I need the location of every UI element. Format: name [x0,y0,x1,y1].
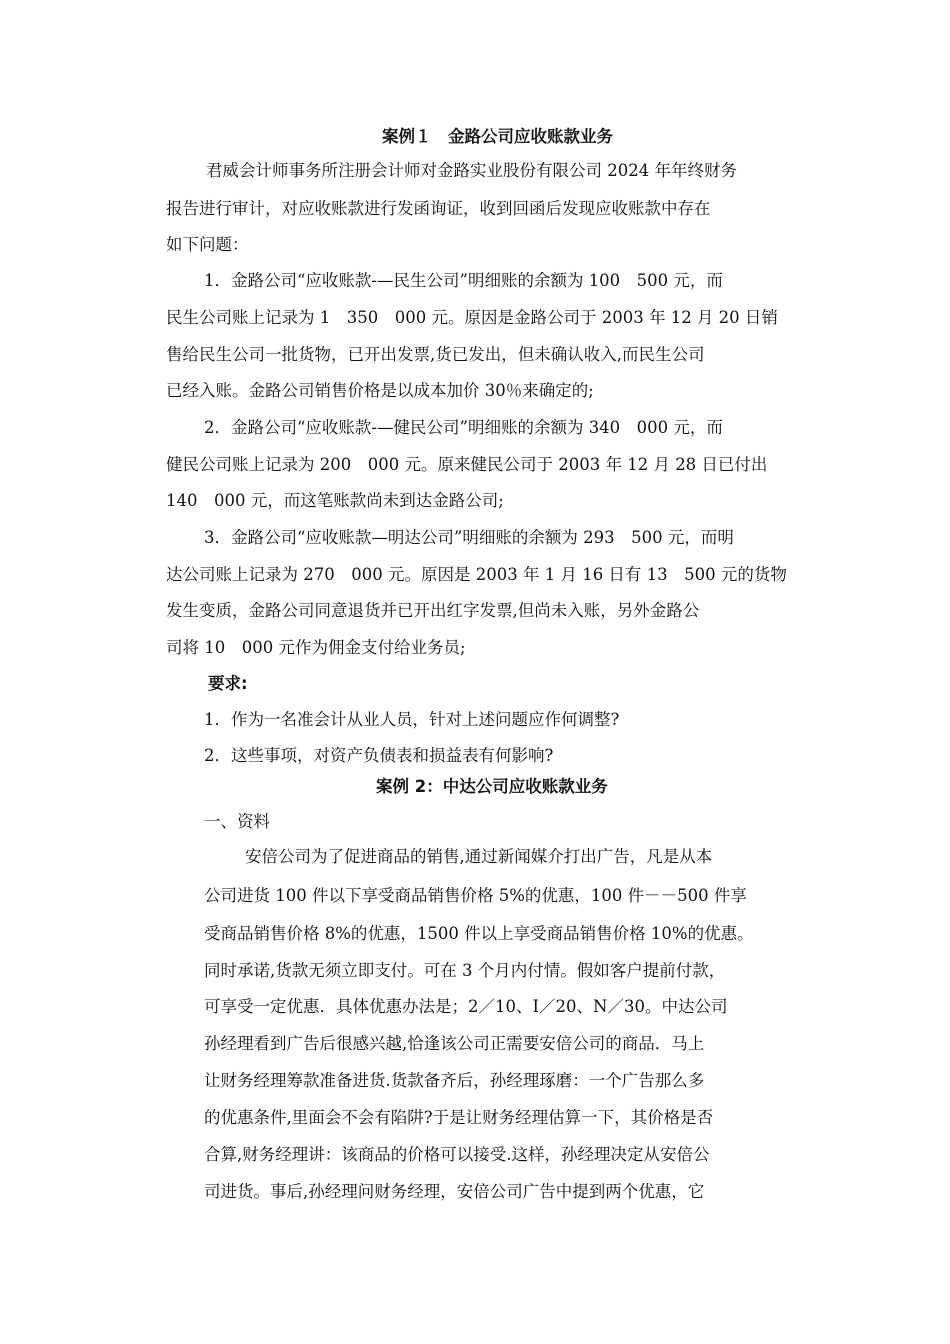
case2-body-line: 同时承诺,货款无须立即支付。可在 3 个月内付情。假如客户提前付款， [204,961,726,980]
case2-body-line: 让财务经理筹款准备进货.货款备齐后，孙经理琢磨：一个广告那么多 [204,1071,705,1090]
case2-body-line: 孙经理看到广告后很感兴越,恰逢该公司正需要安倍公司的商品．马上 [204,1034,705,1053]
case2-body-line: 公司进货 100 件以下享受商品销售价格 5%的优惠，100 件－－500 件享 [204,886,747,905]
case1-item2-line: 140 000 元，而这笔账款尚未到达金路公司; [166,491,504,510]
case1-intro-line: 如下问题： [166,235,249,254]
case2-body-line: 受商品销售价格 8%的优惠，1500 件以上享受商品销售价格 10%的优惠。 [204,924,754,943]
case1-item1-line: 民生公司账上记录为 1 350 000 元。原因是金路公司于 2003 年 12 月 20 日销 [166,308,778,327]
case1-item3-line: 3．金路公司“应收账款—明达公司”明细账的余额为 293 500 元，而明 [204,528,734,547]
case1-intro-line: 报告进行审计，对应收账款进行发函询证，收到回函后发现应收账款中存在 [166,199,711,218]
case2-body-line: 的优惠条件,里面会不会有陷阱?于是让财务经理估算一下，其价格是否 [204,1108,714,1127]
case1-title: 案例１ 金路公司应收账款业务 [382,127,613,146]
case1-item1-line: 已经入账。金路公司销售价格是以成本加价 30％来确定的; [166,381,594,400]
case2-title: 案例 2：中达公司应收账款业务 [376,777,608,796]
case1-item3-line: 发生变质，金路公司同意退货并已开出红字发票,但尚未入账，另外金路公 [166,601,700,620]
case1-item3-line: 达公司账上记录为 270 000 元。原因是 2003 年 1 月 16 日有 13 500 元的货物 [166,565,787,584]
case2-body-line: 合算,财务经理讲：该商品的价格可以接受.这样，孙经理决定从安倍公 [204,1145,710,1164]
case2-section-heading: 一、资料 [204,812,270,831]
requirements-label: 要求: [208,674,248,693]
case2-body-line: 司进货。事后,孙经理问财务经理，安倍公司广告中提到两个优惠，它 [204,1182,705,1201]
case2-body-line: 可享受一定优惠．具体优惠办法是；2／10、I／20、N／30。中达公司 [204,997,728,1016]
requirement-item: 1．作为一名准会计从业人员，针对上述问题应作何调整? [204,710,620,729]
case1-item2-line: 2．金路公司“应收账款-—健民公司”明细账的余额为 340 000 元，而 [204,418,723,437]
case1-item3-line: 司将 10 000 元作为佣金支付给业务员; [166,638,466,657]
case1-item1-line: 售给民生公司一批货物，已开出发票,货已发出，但未确认收入,而民生公司 [166,345,705,364]
requirement-item: 2．这些事项，对资产负债表和损益表有何影响? [204,746,554,765]
case2-body-line: 安倍公司为了促进商品的销售,通过新闻媒介打出广告，凡是从本 [245,847,713,866]
case1-item2-line: 健民公司账上记录为 200 000 元。原来健民公司于 2003 年 12 月 28 日已付出 [166,455,768,474]
case1-item1-line: 1．金路公司“应收账款-—民生公司”明细账的余额为 100 500 元，而 [204,271,723,290]
case1-intro-line: 君威会计师事务所注册会计师对金路实业股份有限公司 2024 年年终财务 [206,161,737,180]
